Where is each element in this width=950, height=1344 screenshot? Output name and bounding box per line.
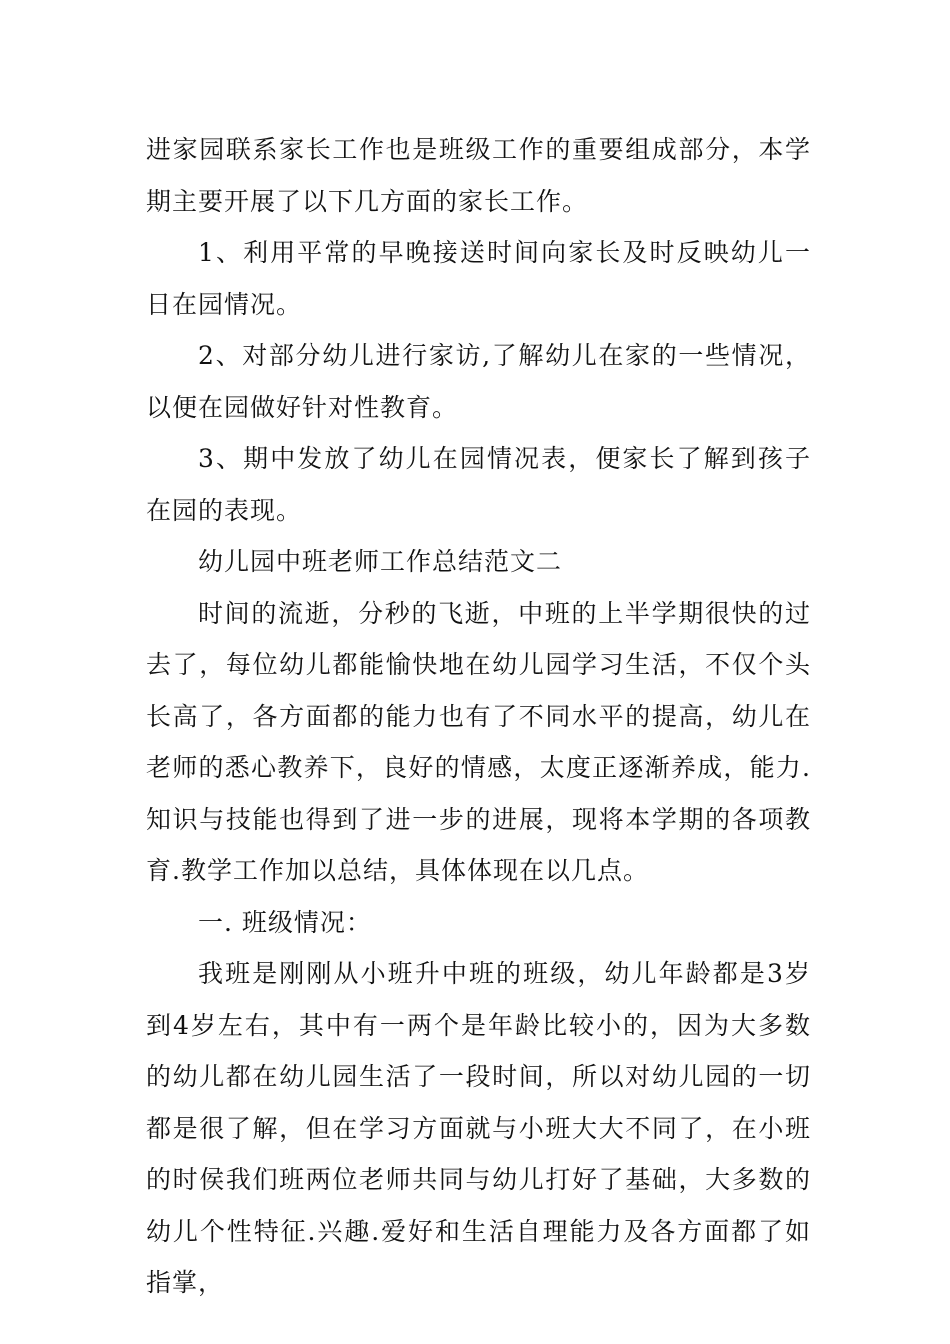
paragraph-2: 1、利用平常的早晚接送时间向家长及时反映幼儿一日在园情况。 xyxy=(146,238,811,319)
paragraph-1: 进家园联系家长工作也是班级工作的重要组成部分，本学期主要开展了以下几方面的家长工作。 xyxy=(146,135,811,216)
subsection-heading: 一. 班级情况： xyxy=(198,907,372,937)
section-heading: 幼儿园中班老师工作总结范文二 xyxy=(198,547,563,576)
paragraph-8: 我班是刚刚从小班升中班的班级，幼儿年龄都是3岁到4岁左右，其中有一两个是年龄比较小的，因为大多数的幼儿都在幼儿园生活了一段时间，所以对幼儿园的一切都是很了解，但在学习方面就与小班大大不同了，在小班的时侯我们班两位老师共同与幼儿打好了基础，大多数的幼儿个性特征.兴趣.爱好和生活自理能力及各方面都了如指掌， xyxy=(146,959,811,1297)
paragraph-6: 时间的流逝，分秒的飞逝，中班的上半学期很快的过去了，每位幼儿都能愉快地在幼儿园学习生活，不仅个头长高了，各方面都的能力也有了不同水平的提高，幼儿在老师的悉心教养下，良好的情感，太度正逐渐养成，能力.知识与技能也得到了进一步的进展，现将本学期的各项教育.教学工作加以总结，具体体现在以几点。 xyxy=(146,598,811,885)
document-body xyxy=(146,124,811,1309)
paragraph-3: 2、对部分幼儿进行家访,了解幼儿在家的一些情况，以便在园做好针对性教育。 xyxy=(146,341,811,422)
paragraph-4: 3、期中发放了幼儿在园情况表，便家长了解到孩子在园的表现。 xyxy=(146,444,811,525)
